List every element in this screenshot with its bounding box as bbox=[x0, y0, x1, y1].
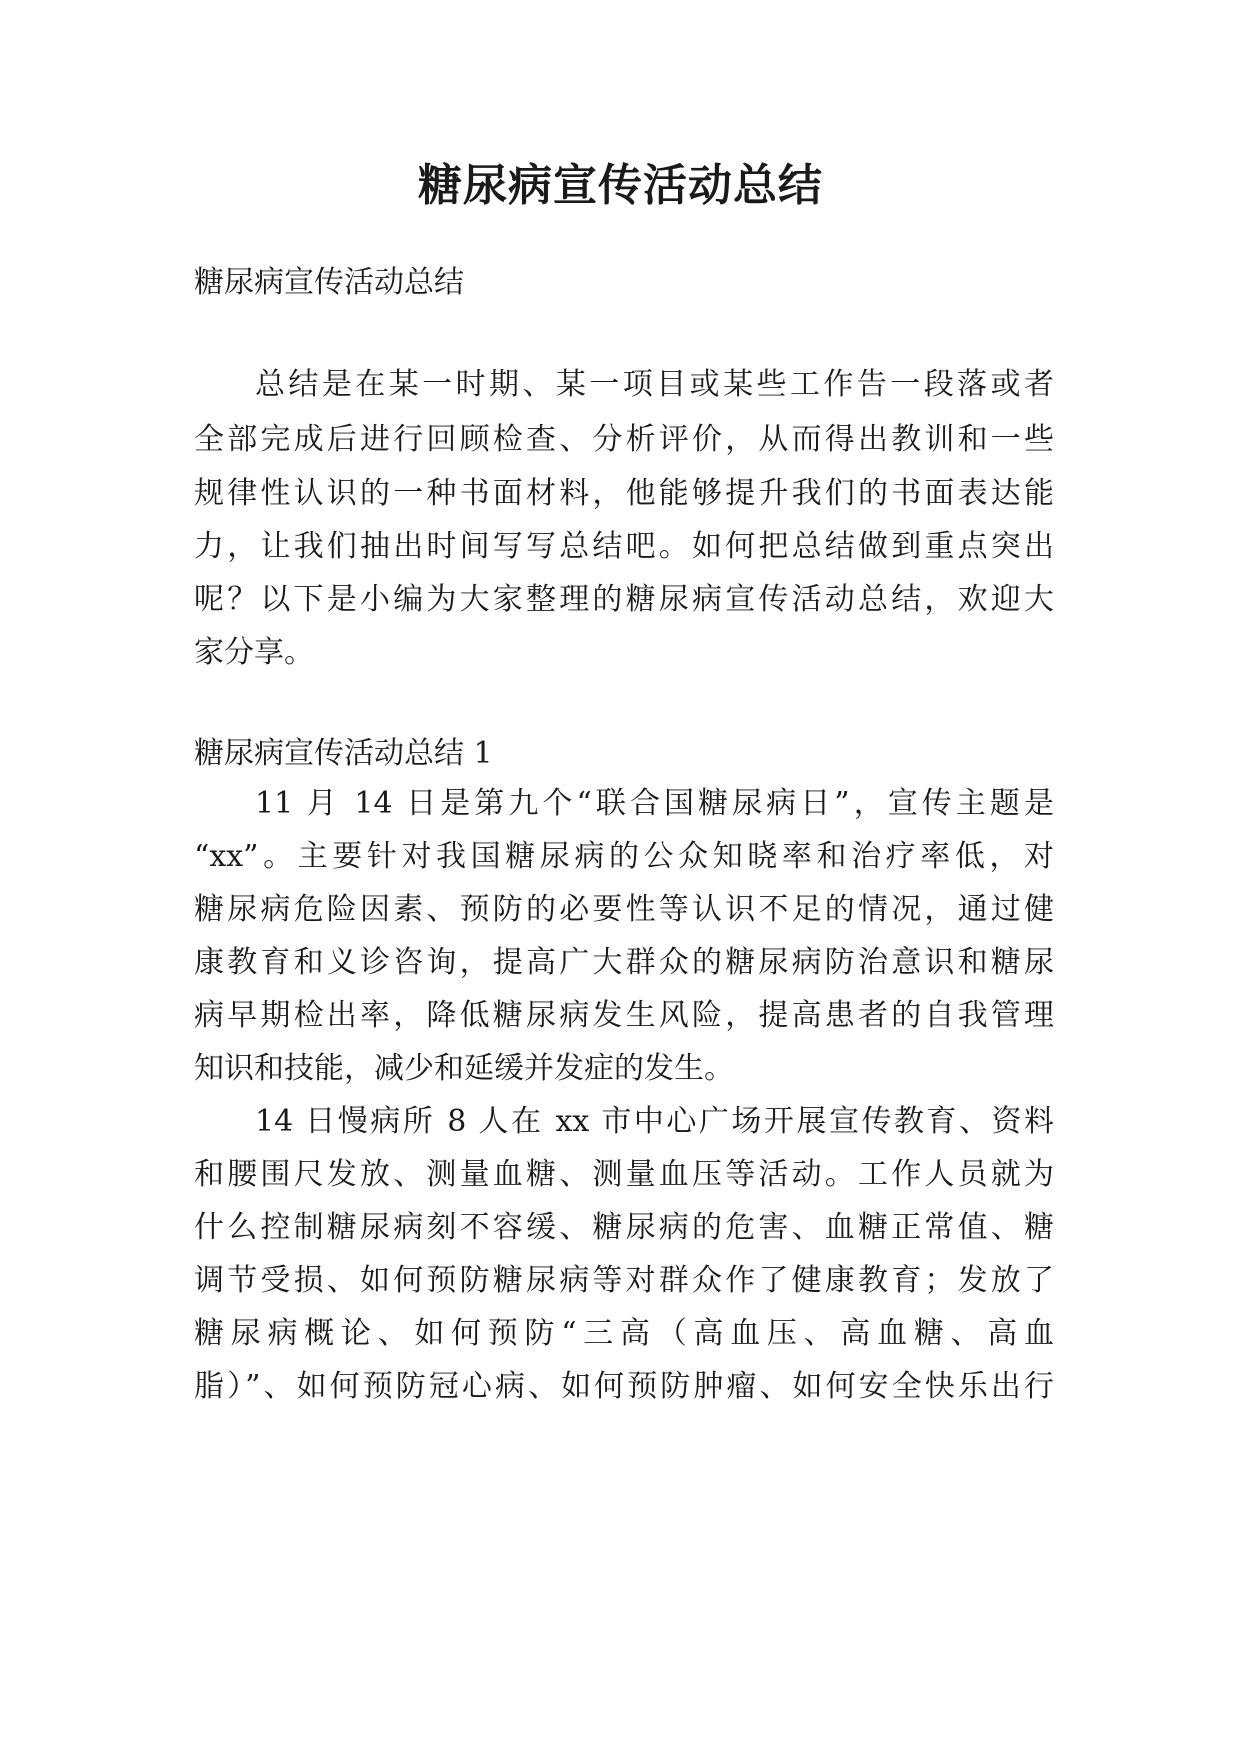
intro-line: 力，让我们抽出时间写写总结吧。如何把总结做到重点突出 bbox=[194, 529, 1054, 564]
section1-para2-line: 什么控制糖尿病刻不容缓、糖尿病的危害、血糖正常值、糖 bbox=[194, 1210, 1054, 1245]
section-heading: 糖尿病宣传活动总结 1 bbox=[194, 736, 493, 771]
intro-line: 规律性认识的一种书面材料，他能够提升我们的书面表达能 bbox=[194, 476, 1054, 511]
section1-para1-line: 知识和技能，减少和延缓并发症的发生。 bbox=[194, 1051, 734, 1086]
intro-line: 呢？以下是小编为大家整理的糖尿病宣传活动总结，欢迎大 bbox=[194, 582, 1054, 617]
section1-para2-line: 和腰围尺发放、测量血糖、测量血压等活动。工作人员就为 bbox=[194, 1157, 1054, 1192]
section1-para2-line: 调节受损、如何预防糖尿病等对群众作了健康教育；发放了 bbox=[194, 1263, 1054, 1298]
intro-line: 总结是在某一时期、某一项目或某些工作告一段落或者 bbox=[255, 367, 1054, 402]
section1-para1-line: 糖尿病危险因素、预防的必要性等认识不足的情况，通过健 bbox=[194, 892, 1054, 927]
document-subtitle: 糖尿病宣传活动总结 bbox=[194, 265, 464, 300]
intro-line: 家分享。 bbox=[194, 635, 314, 670]
section1-para2-line: 14 日慢病所 8 人在 xx 市中心广场开展宣传教育、资料 bbox=[255, 1104, 1054, 1139]
section1-para1-line: 康教育和义诊咨询，提高广大群众的糖尿病防治意识和糖尿 bbox=[194, 945, 1054, 980]
intro-line: 全部完成后进行回顾检查、分析评价，从而得出教训和一些 bbox=[194, 422, 1054, 457]
section1-para2-line: 脂）”、如何预防冠心病、如何预防肿瘤、如何安全快乐出行 bbox=[194, 1369, 1054, 1404]
document-title: 糖尿病宣传活动总结 bbox=[418, 160, 823, 211]
section1-para1-line: “xx”。主要针对我国糖尿病的公众知晓率和治疗率低，对 bbox=[194, 839, 1054, 874]
section1-para1-line: 11 月 14 日是第九个“联合国糖尿病日”，宣传主题是 bbox=[255, 786, 1054, 821]
section1-para1-line: 病早期检出率，降低糖尿病发生风险，提高患者的自我管理 bbox=[194, 998, 1054, 1033]
section1-para2-line: 糖尿病概论、如何预防“三高（高血压、高血糖、高血 bbox=[194, 1316, 1054, 1351]
